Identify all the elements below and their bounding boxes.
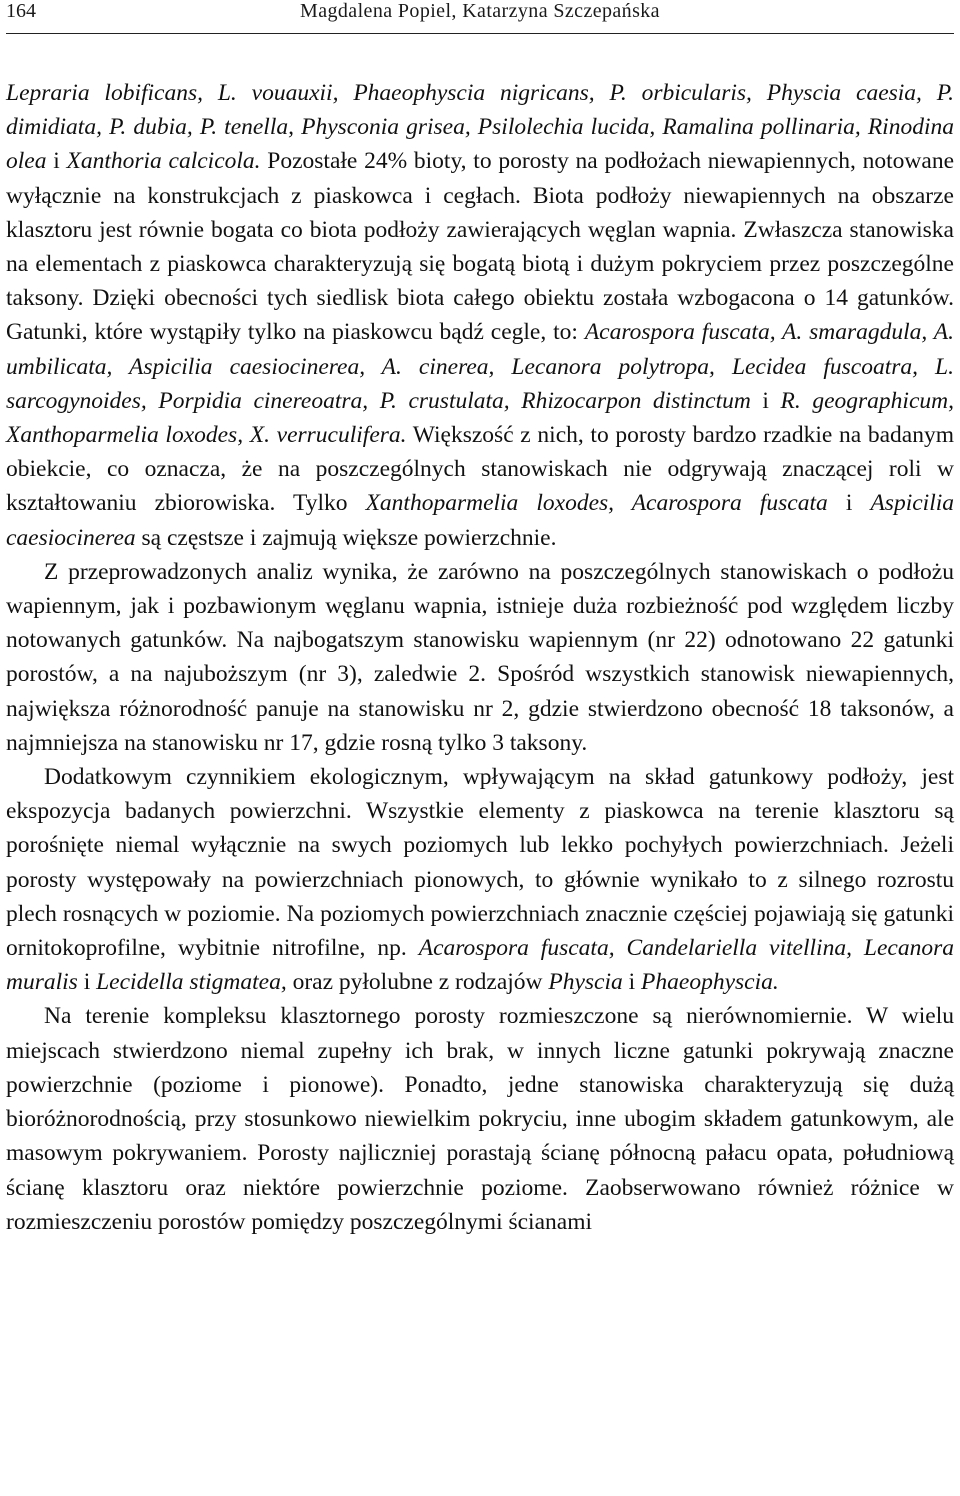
text-run: Większość z nich, to porosty bardzo rzadkie na badanym obiekcie, co oznacza, że na poszczególnych stanowiskach nie odgrywają znaczącej roli w kształtowaniu zbiorowiska. Tylko bbox=[6, 422, 954, 517]
text-run: Pozostałe 24% bioty, to porosty na podłożach niewapiennych, notowane wyłącznie na konstrukcjach z piaskowca i cegłach. Biota podłoży niewapiennych na obszarze klasztoru jest równie bogata co biota podłoży zawierających węglan wapnia. Zwłaszcza stanowiska na elementach z piaskowca charakteryzują się bogatą biotą i dużym pokryciem przez poszczególne taksony. Dzięki obecności tych siedlisk biota całego obiektu została wzbogacona o 14 gatunków. Gatunki, które wystąpiły tylko na piaskowcu bądź cegle, to: bbox=[6, 148, 955, 346]
text-run: są częstsze i zajmują większe powierzchnie. bbox=[135, 524, 557, 551]
body-text bbox=[6, 76, 954, 1239]
text-run: i bbox=[827, 490, 871, 517]
italic-taxon-text: Lepraria lobificans, L. vouauxii, Phaeophyscia nigricans, P. orbicularis, Physcia caesia, P. dimidiata, P. dubia, P. tenella, Physconia grisea, Psilolechia lucida, Ramalina pollinaria, Rinodina olea bbox=[6, 80, 954, 175]
paragraph bbox=[6, 76, 954, 555]
text-run: Na terenie kompleksu klasztornego porosty rozmieszczone są nierównomiernie. W wielu miejscach stwierdzono niemal zupełny ich brak, w innych liczne gatunki pokrywają znaczne powierzchnie (poziome i pionowe). Ponadto, jedne stanowiska charakteryzują się dużą bioróżnorodnością, przy stosunkowo niewielkim pokryciu, inne ubogim składem gatunkowym, ale masowym pokrywaniem. Porosty najliczniej porastają ścianę północną pałacu opata, południową ścianę klasztoru oraz niektóre powierzchnie poziome. Zaobserwowano również różnice w rozmieszczeniu porostów pomiędzy poszczególnymi ścianami bbox=[6, 1003, 954, 1235]
paragraph bbox=[6, 555, 954, 760]
text-run: i bbox=[77, 969, 97, 996]
italic-taxon-text: Acarospora fuscata, A. smaragdula, A. umbilicata, Aspicilia caesiocinerea, A. cinerea, Lecanora polytropa, Lecidea fuscoatra, L. sarcogynoides, Porpidia cinereoatra, P. crustulata, Rhizocarpon distinctum bbox=[6, 319, 954, 414]
text-run: i bbox=[46, 148, 67, 175]
text-run: oraz pyłolubne z rodzajów bbox=[286, 969, 549, 996]
italic-taxon-text: Lecidella stigmatea, bbox=[96, 969, 287, 996]
page-number: 164 bbox=[6, 0, 36, 22]
page-header bbox=[6, 0, 954, 36]
italic-taxon-text: Aspicilia caesiocinerea bbox=[6, 490, 954, 551]
text-run: i bbox=[622, 969, 642, 996]
italic-taxon-text: R. geographicum, Xanthoparmelia loxodes, X. verruculifera. bbox=[6, 387, 954, 449]
header-rule bbox=[6, 33, 954, 34]
text-run: i bbox=[750, 387, 781, 414]
running-head-authors: Magdalena Popiel, Katarzyna Szczepańska bbox=[300, 0, 660, 22]
italic-taxon-text: Phaeophyscia. bbox=[641, 969, 779, 996]
italic-taxon-text: Xanthoparmelia loxodes, Acarospora fuscata bbox=[365, 490, 828, 517]
paragraph bbox=[6, 760, 954, 999]
italic-taxon-text: Xanthoria calcicola. bbox=[66, 148, 261, 175]
italic-taxon-text: Acarospora fuscata, Candelariella vitellina, Lecanora muralis bbox=[6, 935, 954, 996]
text-run: Z przeprowadzonych analiz wynika, że zarówno na poszczególnych stanowiskach o podłożu wapiennym, jak i pozbawionym węglanu wapnia, istnieje duża rozbieżność pod względem liczby notowanych gatunków. Na najbogatszym stanowisku wapiennym (nr 22) odnotowano 22 gatunki porostów, a na najuboższym (nr 3), zaledwie 2. Spośród wszystkich stanowisk niewapiennych, największa różnorodność panuje na stanowisku nr 2, gdzie stwierdzono obecność 18 taksonów, a najmniejsza na stanowisku nr 17, gdzie rosną tylko 3 taksony. bbox=[6, 558, 954, 756]
italic-taxon-text: Physcia bbox=[548, 969, 623, 996]
paragraph bbox=[6, 999, 954, 1238]
text-run: Dodatkowym czynnikiem ekologicznym, wpływającym na skład gatunkowy podłoży, jest ekspozycja badanych powierzchni. Wszystkie elementy z piaskowca na terenie klasztoru są porośnięte niemal wyłącznie na swych poziomych lub lekko pochyłych powierzchniach. Jeżeli porosty występowały na powierzchniach pionowych, to głównie wynikało to z silnego rozrostu plech rosnących w poziomie. Na poziomych powierzchniach znacznie częściej pojawiają się gatunki ornitokoprofilne, wybitnie nitrofilne, np. bbox=[6, 764, 954, 962]
